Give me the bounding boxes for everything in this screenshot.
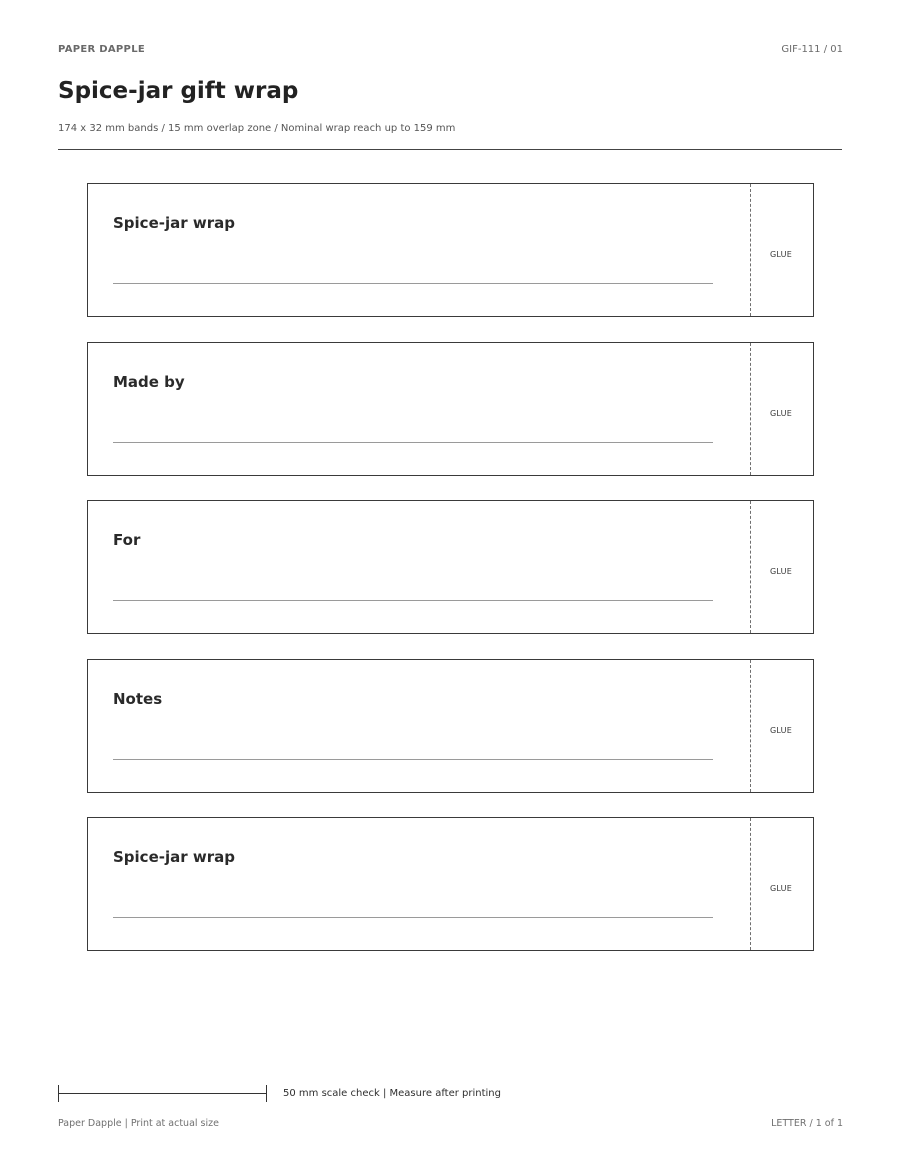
glue-label: GLUE [770,250,792,259]
write-line [113,442,713,443]
footer-left-text: Paper Dapple | Print at actual size [58,1118,219,1129]
header-divider [58,149,842,150]
fold-line [750,184,751,316]
band-title: Spice-jar wrap [113,848,235,866]
wrap-band [87,817,814,951]
wrap-band [87,659,814,793]
fold-line [750,818,751,950]
brand-label: PAPER DAPPLE [58,44,145,55]
wrap-band [87,500,814,634]
scale-bar [58,1085,267,1103]
fold-line [750,660,751,792]
wrap-bands [87,183,814,976]
scale-tick-end [266,1085,267,1102]
band-title: Spice-jar wrap [113,214,235,232]
page-subtitle: 174 x 32 mm bands / 15 mm overlap zone / Nominal wrap reach up to 159 mm [58,123,456,134]
glue-label: GLUE [770,884,792,893]
wrap-band [87,183,814,317]
scale-tick-start [58,1085,59,1102]
wrap-band [87,342,814,476]
glue-label: GLUE [770,567,792,576]
scale-label: 50 mm scale check | Measure after printing [283,1088,501,1099]
write-line [113,917,713,918]
scale-line [58,1093,267,1094]
page-title: Spice-jar gift wrap [58,78,299,104]
band-title: For [113,531,141,549]
band-title: Notes [113,689,163,708]
glue-label: GLUE [770,725,792,735]
footer-page-info: LETTER / 1 of 1 [771,1118,843,1129]
fold-line [750,501,751,633]
glue-label: GLUE [770,408,792,418]
write-line [113,759,713,760]
band-title: Made by [113,372,185,391]
write-line [113,600,713,601]
write-line [113,283,713,284]
document-code: GIF-111 / 01 [781,44,843,55]
fold-line [750,343,751,475]
